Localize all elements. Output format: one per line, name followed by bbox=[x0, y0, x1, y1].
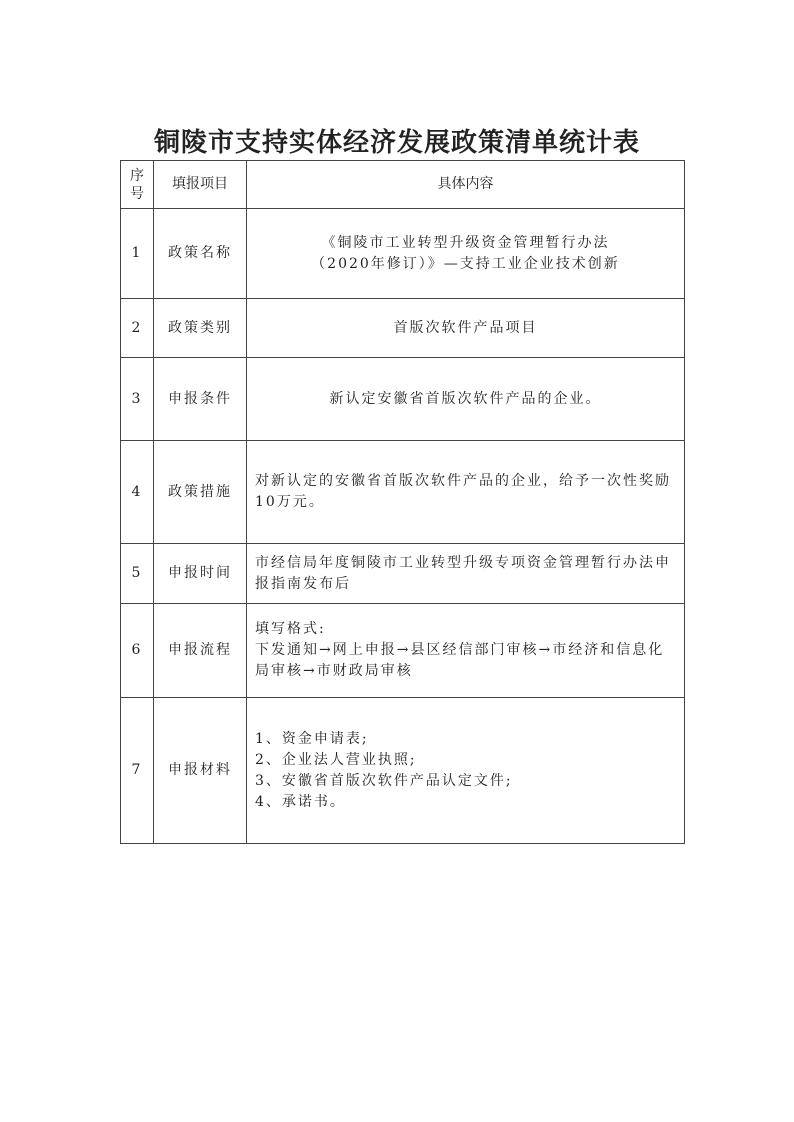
header-no: 序号 bbox=[121, 161, 154, 209]
row-item: 申报条件 bbox=[154, 358, 247, 441]
content-line: 2、企业法人营业执照; bbox=[255, 751, 417, 768]
content-line: 首版次软件产品项目 bbox=[393, 319, 538, 336]
row-item: 政策措施 bbox=[154, 441, 247, 544]
row-content bbox=[247, 604, 685, 698]
row-no: 6 bbox=[121, 604, 154, 698]
content-line: （2020年修订）》—支持工业企业技术创新 bbox=[311, 255, 620, 272]
table-row bbox=[121, 209, 685, 299]
row-content bbox=[247, 299, 685, 358]
content-line: 下发通知→网上申报→县区经信部门审核→市经济和信息化局审核→市财政局审核 bbox=[255, 642, 665, 679]
table-header-row bbox=[121, 161, 685, 209]
row-item: 申报时间 bbox=[154, 544, 247, 604]
row-no: 1 bbox=[121, 209, 154, 299]
row-item: 申报流程 bbox=[154, 604, 247, 698]
policy-table bbox=[120, 160, 685, 844]
row-no: 2 bbox=[121, 299, 154, 358]
table-row bbox=[121, 604, 685, 698]
row-item: 申报材料 bbox=[154, 698, 247, 844]
row-content bbox=[247, 441, 685, 544]
table-row bbox=[121, 441, 685, 544]
header-content: 具体内容 bbox=[247, 161, 685, 209]
content-line: 市经信局年度铜陵市工业转型升级专项资金管理暂行办法申报指南发布后 bbox=[255, 554, 671, 592]
table-row bbox=[121, 358, 685, 441]
row-content bbox=[247, 698, 685, 844]
row-no: 7 bbox=[121, 698, 154, 844]
row-no: 3 bbox=[121, 358, 154, 441]
content-line: 填写格式: bbox=[255, 621, 326, 637]
table-row bbox=[121, 544, 685, 604]
content-line: 3、安徽省首版次软件产品认定文件; bbox=[255, 772, 513, 789]
row-content bbox=[247, 544, 685, 604]
document-title: 铜陵市支持实体经济发展政策清单统计表 bbox=[153, 128, 640, 158]
content-line: 新认定安徽省首版次软件产品的企业。 bbox=[329, 390, 602, 407]
row-item: 政策名称 bbox=[154, 209, 247, 299]
header-item: 填报项目 bbox=[154, 161, 247, 209]
row-content bbox=[247, 358, 685, 441]
content-line: 4、承诺书。 bbox=[255, 793, 346, 810]
content-line: 对新认定的安徽省首版次软件产品的企业，给予一次性奖励10万元。 bbox=[255, 473, 671, 510]
content-line: 1、资金申请表; bbox=[255, 730, 369, 747]
row-no: 5 bbox=[121, 544, 154, 604]
row-content bbox=[247, 209, 685, 299]
row-item: 政策类别 bbox=[154, 299, 247, 358]
row-no: 4 bbox=[121, 441, 154, 544]
content-line: 《铜陵市工业转型升级资金管理暂行办法 bbox=[321, 234, 610, 251]
table-row bbox=[121, 698, 685, 844]
table-row bbox=[121, 299, 685, 358]
